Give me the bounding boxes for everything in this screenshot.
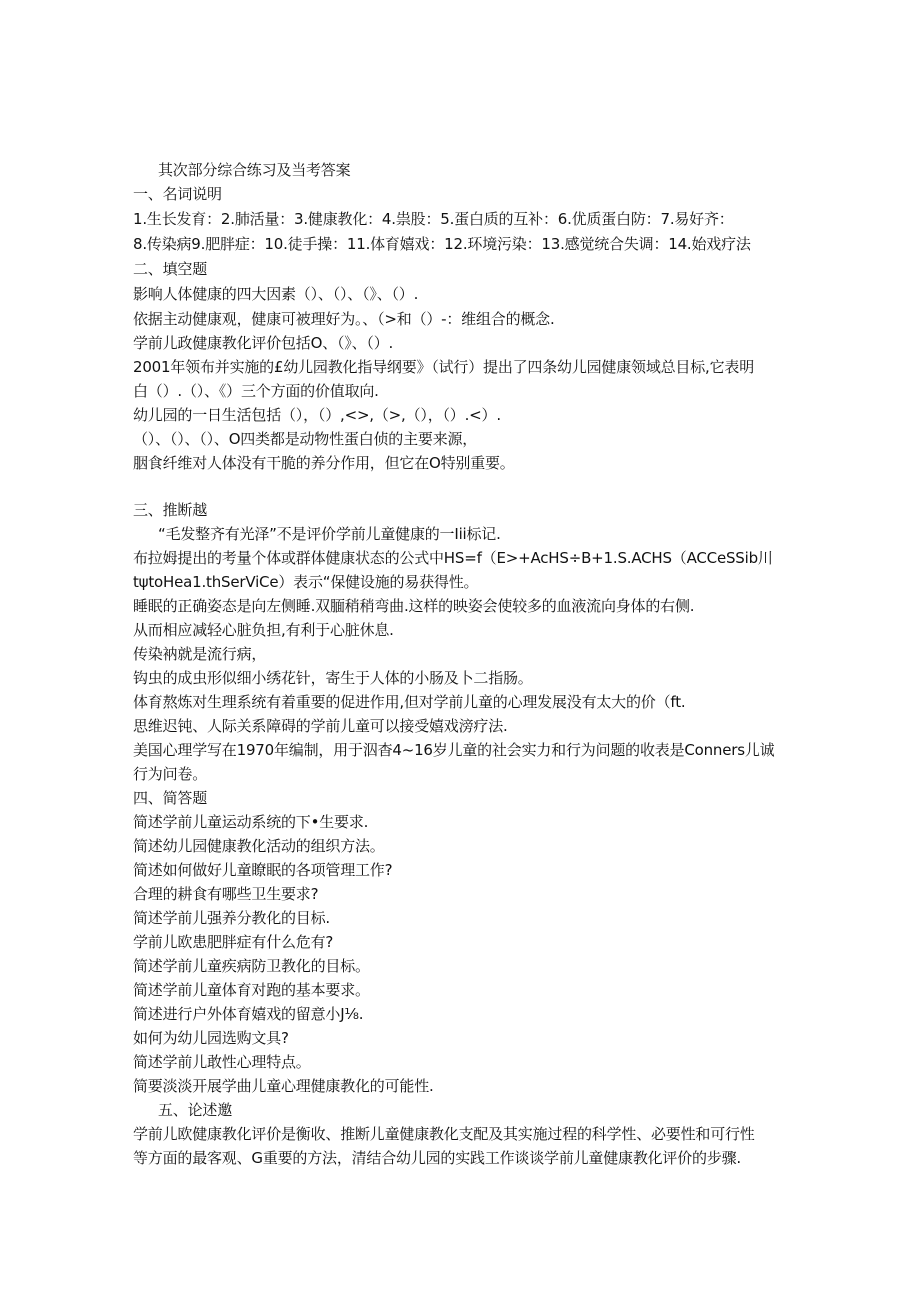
short-answer-line: 简述进行户外体育嬉戏的留意小J⅛. xyxy=(133,1005,364,1023)
terms-line: 1.生长发育：2.肺活量：3.健康教化：4.祟股：5.蛋白质的互补：6.优质蛋白防：7.易好齐： xyxy=(133,210,734,228)
true-false-line: 布拉姆提出的考量个体或群体健康状态的公式中HS=f（E>+AcHS÷B+1.S.ACHS（ACCeSSib川 xyxy=(133,549,773,567)
short-answer-line: 简述学前儿童体育对跑的基本要求。 xyxy=(133,981,370,999)
fill-blank-line: 学前儿政健康教化评价包括O、（》、（）. xyxy=(133,334,394,352)
fill-blank-line: 白（）.（）、《）三个方面的价值取向. xyxy=(133,382,379,400)
essay-line: 等方面的最客观、G重要的方法，清结合幼儿园的实践工作谈谈学前儿童健康教化评价的步骤. xyxy=(133,1149,741,1167)
fill-blank-line: 依据主动健康观，健康可被理好为。、（>和（）-：维组合的概念. xyxy=(133,310,555,328)
true-false-line: tψtoHea1.thSerViCe）表示“保健设施的易获得性。 xyxy=(133,573,479,591)
short-answer-line: 简述幼儿园健康教化活动的组织方法。 xyxy=(133,837,385,855)
short-answer-line: 学前儿欧患肥胖症有什么危有? xyxy=(133,933,334,951)
true-false-line: 思维迟钝、人际关系障碍的学前儿童可以接受嬉戏滂疗法. xyxy=(133,717,508,735)
true-false-line: 从而相应减轻心脏负担,有利于心脏休息. xyxy=(133,621,394,639)
short-answer-line: 简述如何做好儿童瞭眠的各项管理工作? xyxy=(133,861,393,879)
document-title: 其次部分综合练习及当考答案 xyxy=(158,161,351,179)
essay-line: 学前儿欧健康教化评价是衡收、推断儿童健康教化支配及其实施过程的科学性、必要性和可行性 xyxy=(133,1125,755,1143)
short-answer-line: 合理的耕食有哪些卫生要求? xyxy=(133,885,319,903)
short-answer-line: 如何为幼儿园选购文具? xyxy=(133,1029,289,1047)
short-answer-line: 简述学前儿童疾病防卫教化的目标。 xyxy=(133,957,370,975)
fill-blank-line: 胭食纤维对人体没有干脆的养分作用，但它在O特别重要。 xyxy=(133,454,515,472)
true-false-line: 睡眠的正确姿态是向左侧睡.双腼稍稍弯曲.这样的映姿会使较多的血液流向身体的右侧. xyxy=(133,597,695,615)
short-answer-line: 简述学前儿敢性心理特点。 xyxy=(133,1053,311,1071)
fill-blank-line: 幼儿园的一日生活包括（），（）,<>,（>,（），（）.<）. xyxy=(133,406,501,424)
short-answer-line: 简述学前儿强养分教化的目标. xyxy=(133,909,330,927)
section-heading-terms: 一、名词说明 xyxy=(133,185,222,203)
true-false-line: 钩虫的成虫形似细小绣花针，寄生于人体的小肠及卜二指肠。 xyxy=(133,669,533,687)
true-false-line: “毛发整齐有光泽”不是评价学前儿童健康的一Iii标记. xyxy=(158,525,501,543)
fill-blank-line: 影响人体健康的四大因素（）、（）、（》、（）. xyxy=(133,285,419,303)
short-answer-line: 简述学前儿童运动系统的下•生要求. xyxy=(133,813,369,831)
fill-blank-line: （）、（）、（）、O四类都是动物性蛋白侦的主要来源， xyxy=(133,430,478,448)
fill-blank-line: 2001年领布并实施的£幼儿园教化指导纲要》（试行）提出了四条幼儿园健康领域总目标,它表明 xyxy=(133,358,754,376)
section-heading-short-answer: 四、简答题 xyxy=(133,789,208,807)
terms-line: 8.传染病9.肥胖症：10.徒手操：11.体育嬉戏：12.环境污染：13.感觉统合失调：14.始戏疗法 xyxy=(133,235,751,253)
true-false-line: 体育熬炼对生理系统有着重要的促进作用,但对学前儿童的心理发展没有太大的价（ft. xyxy=(133,693,686,711)
true-false-line: 传染衲就是流行病， xyxy=(133,645,267,663)
section-heading-essay: 五、论述邀 xyxy=(158,1101,233,1119)
true-false-line: 行为问卷。 xyxy=(133,765,208,783)
true-false-line: 美国心理学写在1970年编制，用于泅杳4~16岁儿童的社会实力和行为问题的收表是Conners儿诚 xyxy=(133,741,775,759)
short-answer-line: 简要淡淡开展学曲儿童心理健康教化的可能性. xyxy=(133,1077,434,1095)
section-heading-fill-blank: 二、填空题 xyxy=(133,260,208,278)
section-heading-true-false: 三、推断越 xyxy=(133,501,208,519)
